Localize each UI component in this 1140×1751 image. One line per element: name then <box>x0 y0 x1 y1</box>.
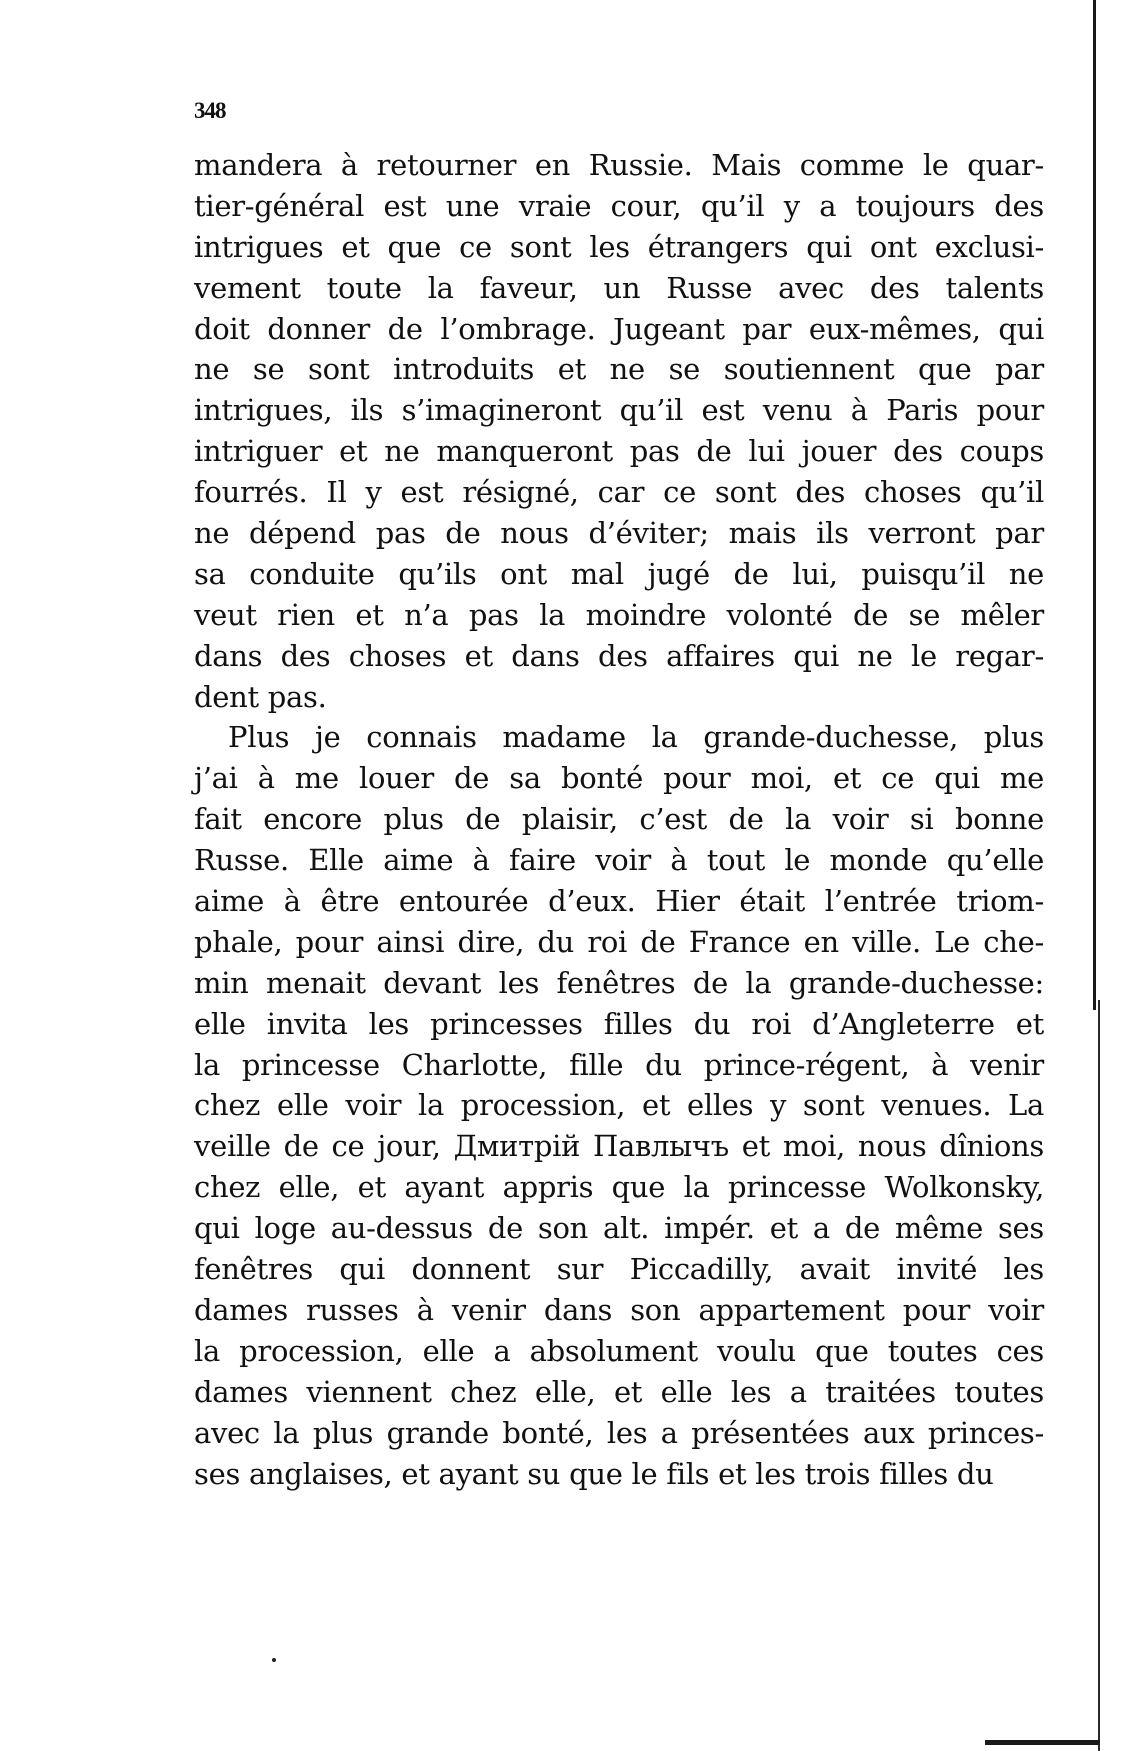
text-line: veille de ce jour, Дмитрiй Павлычъ et moi, nous dînions <box>194 1129 1044 1164</box>
text-line: doit donner de l’ombrage. Jugeant par eux-mêmes, qui <box>194 311 1044 346</box>
text-line: chez elle, et ayant appris que la princesse Wolkonsky, <box>194 1170 1044 1205</box>
text-line: elle invita les princesses filles du roi d’Angleterre et <box>194 1006 1044 1041</box>
page-bottom-mark <box>985 1740 1100 1745</box>
text-line: fourrés. Il y est résigné, car ce sont des choses qu’il <box>194 475 1044 510</box>
text-line: veut rien et n’a pas la moindre volonté de se mêler <box>194 597 1044 632</box>
text-line: intrigues, ils s’imagineront qu’il est venu à Paris pour <box>194 393 1044 428</box>
text-line: la procession, elle a absolument voulu que toutes ces <box>194 1333 1044 1368</box>
text-line: dames russes à venir dans son appartement pour voir <box>194 1292 1044 1327</box>
text-line: j’ai à me louer de sa bonté pour moi, et ce qui me <box>194 761 1044 796</box>
text-line: ne se sont introduits et ne se soutiennent que par <box>194 352 1044 387</box>
text-line: min menait devant les fenêtres de la grande-duchesse: <box>194 965 1044 1000</box>
text-line: phale, pour ainsi dire, du roi de France en ville. Le che- <box>194 924 1044 959</box>
page-edge-shadow-lower <box>1098 1000 1100 1751</box>
text-line: qui loge au-dessus de son alt. impér. et a de même ses <box>194 1211 1044 1246</box>
text-line: sa conduite qu’ils ont mal jugé de lui, puisqu’il ne <box>194 556 1044 591</box>
text-line: Plus je connais madame la grande-duchesse, plus <box>228 720 1044 755</box>
text-line: aime à être entourée d’eux. Hier était l’entrée triom- <box>194 884 1044 919</box>
text-line: fenêtres qui donnent sur Piccadilly, avait invité les <box>194 1252 1044 1287</box>
text-line: intrigues et que ce sont les étrangers qui ont exclusi- <box>194 229 1044 264</box>
body-text <box>194 145 1044 1494</box>
text-line: la princesse Charlotte, fille du prince-régent, à venir <box>194 1047 1044 1082</box>
ink-speck <box>272 1658 276 1662</box>
text-line: avec la plus grande bonté, les a présentées aux princes- <box>194 1415 1044 1450</box>
text-line: intriguer et ne manqueront pas de lui jouer des coups <box>194 434 1044 469</box>
text-line: chez elle voir la procession, et elles y sont venues. La <box>194 1088 1044 1123</box>
text-line: tier-général est une vraie cour, qu’il y a toujours des <box>194 188 1044 223</box>
page-number: 348 <box>194 98 226 123</box>
text-line: dames viennent chez elle, et elle les a traitées toutes <box>194 1374 1044 1409</box>
text-line: dent pas. <box>194 679 327 714</box>
text-line: dans des choses et dans des affaires qui ne le regar- <box>194 638 1044 673</box>
text-line: ses anglaises, et ayant su que le fils et les trois filles du <box>194 1456 994 1491</box>
text-line: Russe. Elle aime à faire voir à tout le monde qu’elle <box>194 843 1044 878</box>
page-edge-shadow <box>1093 0 1096 1010</box>
text-line: mandera à retourner en Russie. Mais comme le quar- <box>194 148 1044 182</box>
text-line: vement toute la faveur, un Russe avec des talents <box>194 270 1044 305</box>
text-line: ne dépend pas de nous d’éviter; mais ils verront par <box>194 516 1044 551</box>
text-line: fait encore plus de plaisir, c’est de la voir si bonne <box>194 802 1044 837</box>
